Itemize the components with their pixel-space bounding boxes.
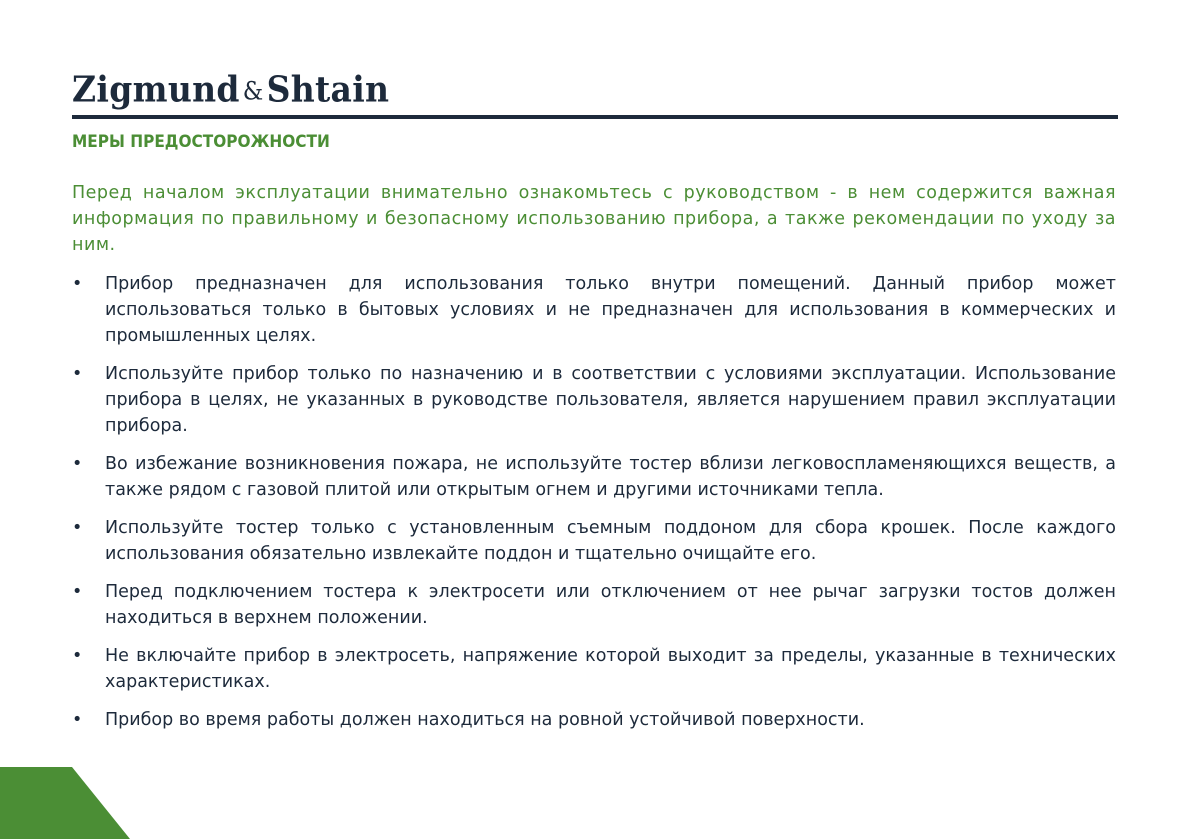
rule-item bbox=[72, 515, 1116, 567]
bullet-icon: • bbox=[72, 646, 83, 666]
rule-text: Прибор предназначен для использования только внутри помещений. Данный прибор может использоваться только в бытовых условиях и не предназначен для использования в коммерческих и промышленных целях. bbox=[105, 274, 1116, 346]
brand-name-part2: Shtain bbox=[266, 68, 390, 111]
safety-rules-list bbox=[72, 271, 1116, 745]
corner-decoration bbox=[0, 767, 130, 839]
rule-item bbox=[72, 579, 1116, 631]
rule-text: Во избежание возникновения пожара, не используйте тостер вблизи легковоспламеняющихся веществ, а также рядом с газовой плитой или открытым огнем и другими источниками тепла. bbox=[105, 454, 1116, 500]
intro-paragraph: Перед началом эксплуатации внимательно ознакомьтесь с руководством - в нем содержится важная информация по правильному и безопасному использованию прибора, а также рекомендации по уходу за ним. bbox=[72, 183, 1116, 255]
bullet-icon: • bbox=[72, 454, 83, 474]
brand-name-part1: Zigmund bbox=[72, 68, 240, 111]
bullet-icon: • bbox=[72, 518, 83, 538]
rule-item bbox=[72, 643, 1116, 695]
rule-text: Не включайте прибор в электросеть, напряжение которой выходит за пределы, указанные в технических характеристиках. bbox=[105, 646, 1116, 692]
rule-text: Используйте прибор только по назначению и в соответствии с условиями эксплуатации. Использование прибора в целях, не указанных в руководстве пользователя, является нарушением правил эксплуатации прибора. bbox=[105, 364, 1116, 436]
bullet-icon: • bbox=[72, 364, 83, 384]
bullet-icon: • bbox=[72, 710, 83, 730]
rule-item bbox=[72, 361, 1116, 439]
header-divider bbox=[72, 115, 1118, 119]
brand-ampersand: & bbox=[242, 77, 264, 106]
brand-logo bbox=[72, 66, 389, 116]
rule-item bbox=[72, 707, 1116, 733]
rule-item bbox=[72, 451, 1116, 503]
rule-text: Перед подключением тостера к электросети или отключением от нее рычаг загрузки тостов должен находиться в верхнем положении. bbox=[105, 582, 1116, 628]
rule-text: Прибор во время работы должен находиться на ровной устойчивой поверхности. bbox=[105, 710, 865, 730]
rule-text: Используйте тостер только с установленным съемным поддоном для сбора крошек. После каждого использования обязательно извлекайте поддон и тщательно очищайте его. bbox=[105, 518, 1116, 564]
section-title: МЕРЫ ПРЕДОСТОРОЖНОСТИ bbox=[72, 132, 330, 151]
bullet-icon: • bbox=[72, 582, 83, 602]
rule-item bbox=[72, 271, 1116, 349]
bullet-icon: • bbox=[72, 274, 83, 294]
